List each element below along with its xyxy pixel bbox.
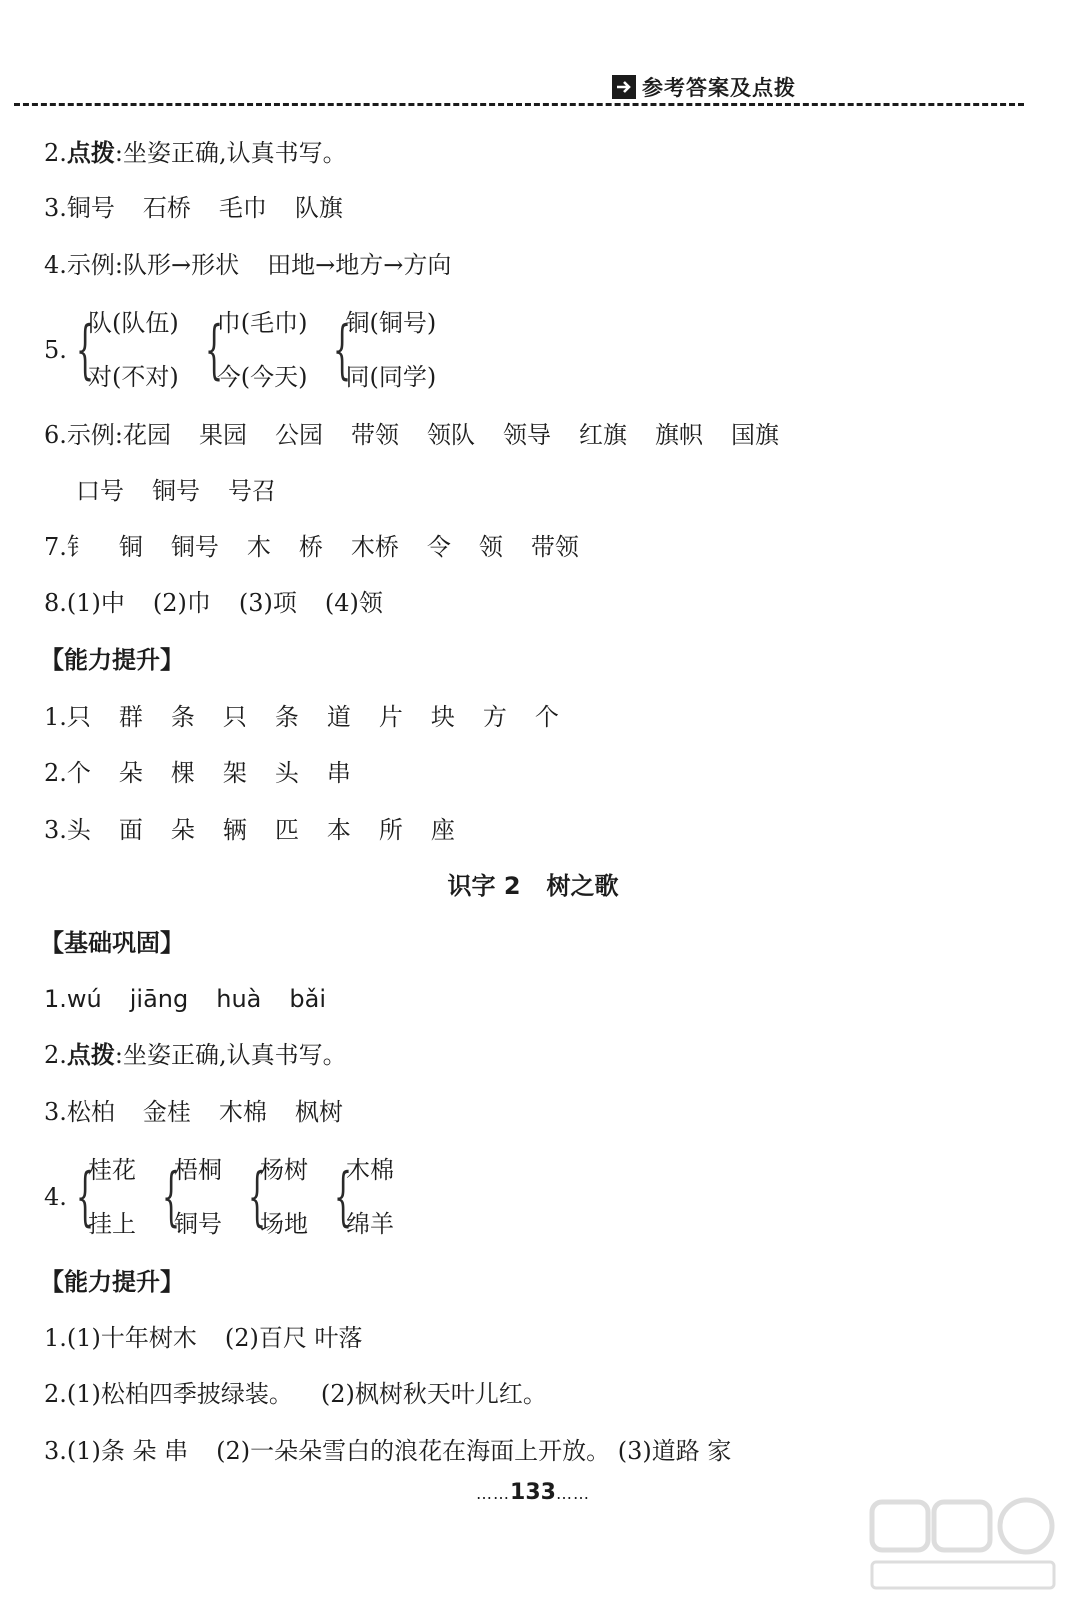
brace-icon: { — [204, 313, 223, 387]
brace-question-4: 4. { 桂花 挂上 { 梧桐 铜号 { 杨树 场地 { 木棉 绵羊 — [44, 1156, 394, 1238]
brace-icon: { — [75, 313, 95, 387]
answer-line: 口号 铜号 号召 — [76, 477, 276, 505]
answer-line: 3.头 面 朵 辆 匹 本 所 座 — [44, 816, 455, 844]
answer-line: 8.(1)中 (2)巾 (3)项 (4)领 — [44, 589, 383, 617]
answer-line: 6.示例:花园 果园 公园 带领 领队 领导 红旗 旗帜 国旗 — [44, 421, 779, 449]
answer-line: 3.(1)条 朵 串 (2)一朵朵雪白的浪花在海面上开放。 (3)道路 家 — [44, 1437, 732, 1465]
brace-group: { 铜(铜号) 同(同学) — [333, 309, 437, 391]
watermark-logo — [868, 1496, 1058, 1596]
answer-line: 2.点拨:坐姿正确,认真书写。 — [44, 1041, 347, 1069]
header-divider — [14, 103, 1024, 106]
answer-line: 7.钅 铜 铜号 木 桥 木桥 令 领 带领 — [44, 533, 579, 561]
section-heading: 【基础巩固】 — [40, 929, 184, 957]
section-heading: 【能力提升】 — [40, 1268, 184, 1296]
brace-group: { 梧桐 铜号 — [161, 1156, 222, 1238]
header-title: 参考答案及点拨 — [642, 76, 796, 100]
brace-group: { 桂花 挂上 — [75, 1156, 136, 1238]
answer-line: 3.铜号 石桥 毛巾 队旗 — [44, 194, 343, 222]
answer-line: 2.(1)松柏四季披绿装。 (2)枫树秋天叶儿红。 — [44, 1380, 547, 1408]
answer-line: 1.(1)十年树木 (2)百尺 叶落 — [44, 1324, 363, 1352]
brace-icon: { — [75, 1160, 95, 1234]
answer-line: 1.wú jiāng huà bǎi — [44, 985, 326, 1013]
brace-group: { 木棉 绵羊 — [333, 1156, 394, 1238]
arrow-right-icon — [612, 75, 636, 99]
answer-line: 4.示例:队形→形状 田地→地方→方向 — [44, 251, 452, 279]
answer-line: 2.个 朵 棵 架 头 串 — [44, 759, 351, 787]
brace-group: { 巾(毛巾) 今(今天) — [204, 309, 308, 391]
answer-line: 1.只 群 条 只 条 道 片 块 方 个 — [44, 703, 559, 731]
brace-icon: { — [333, 1160, 353, 1234]
lesson-title: 识字 2 树之歌 — [447, 872, 619, 900]
running-header — [612, 72, 796, 102]
answer-line: 3.松柏 金桂 木棉 枫树 — [44, 1098, 343, 1126]
brace-question-5: 5. { 队(队伍) 对(不对) { 巾(毛巾) 今(今天) { 铜(铜号) 同(同学) — [44, 309, 437, 391]
brace-icon: { — [247, 1160, 267, 1234]
section-heading: 【能力提升】 — [40, 646, 184, 674]
brace-group: { 杨树 场地 — [247, 1156, 308, 1238]
brace-group: { 队(队伍) 对(不对) — [75, 309, 179, 391]
page-number: ……133…… — [476, 1480, 590, 1505]
brace-icon: { — [161, 1160, 181, 1234]
brace-icon: { — [333, 313, 352, 387]
answer-line: 2.点拨:坐姿正确,认真书写。 — [44, 139, 347, 167]
